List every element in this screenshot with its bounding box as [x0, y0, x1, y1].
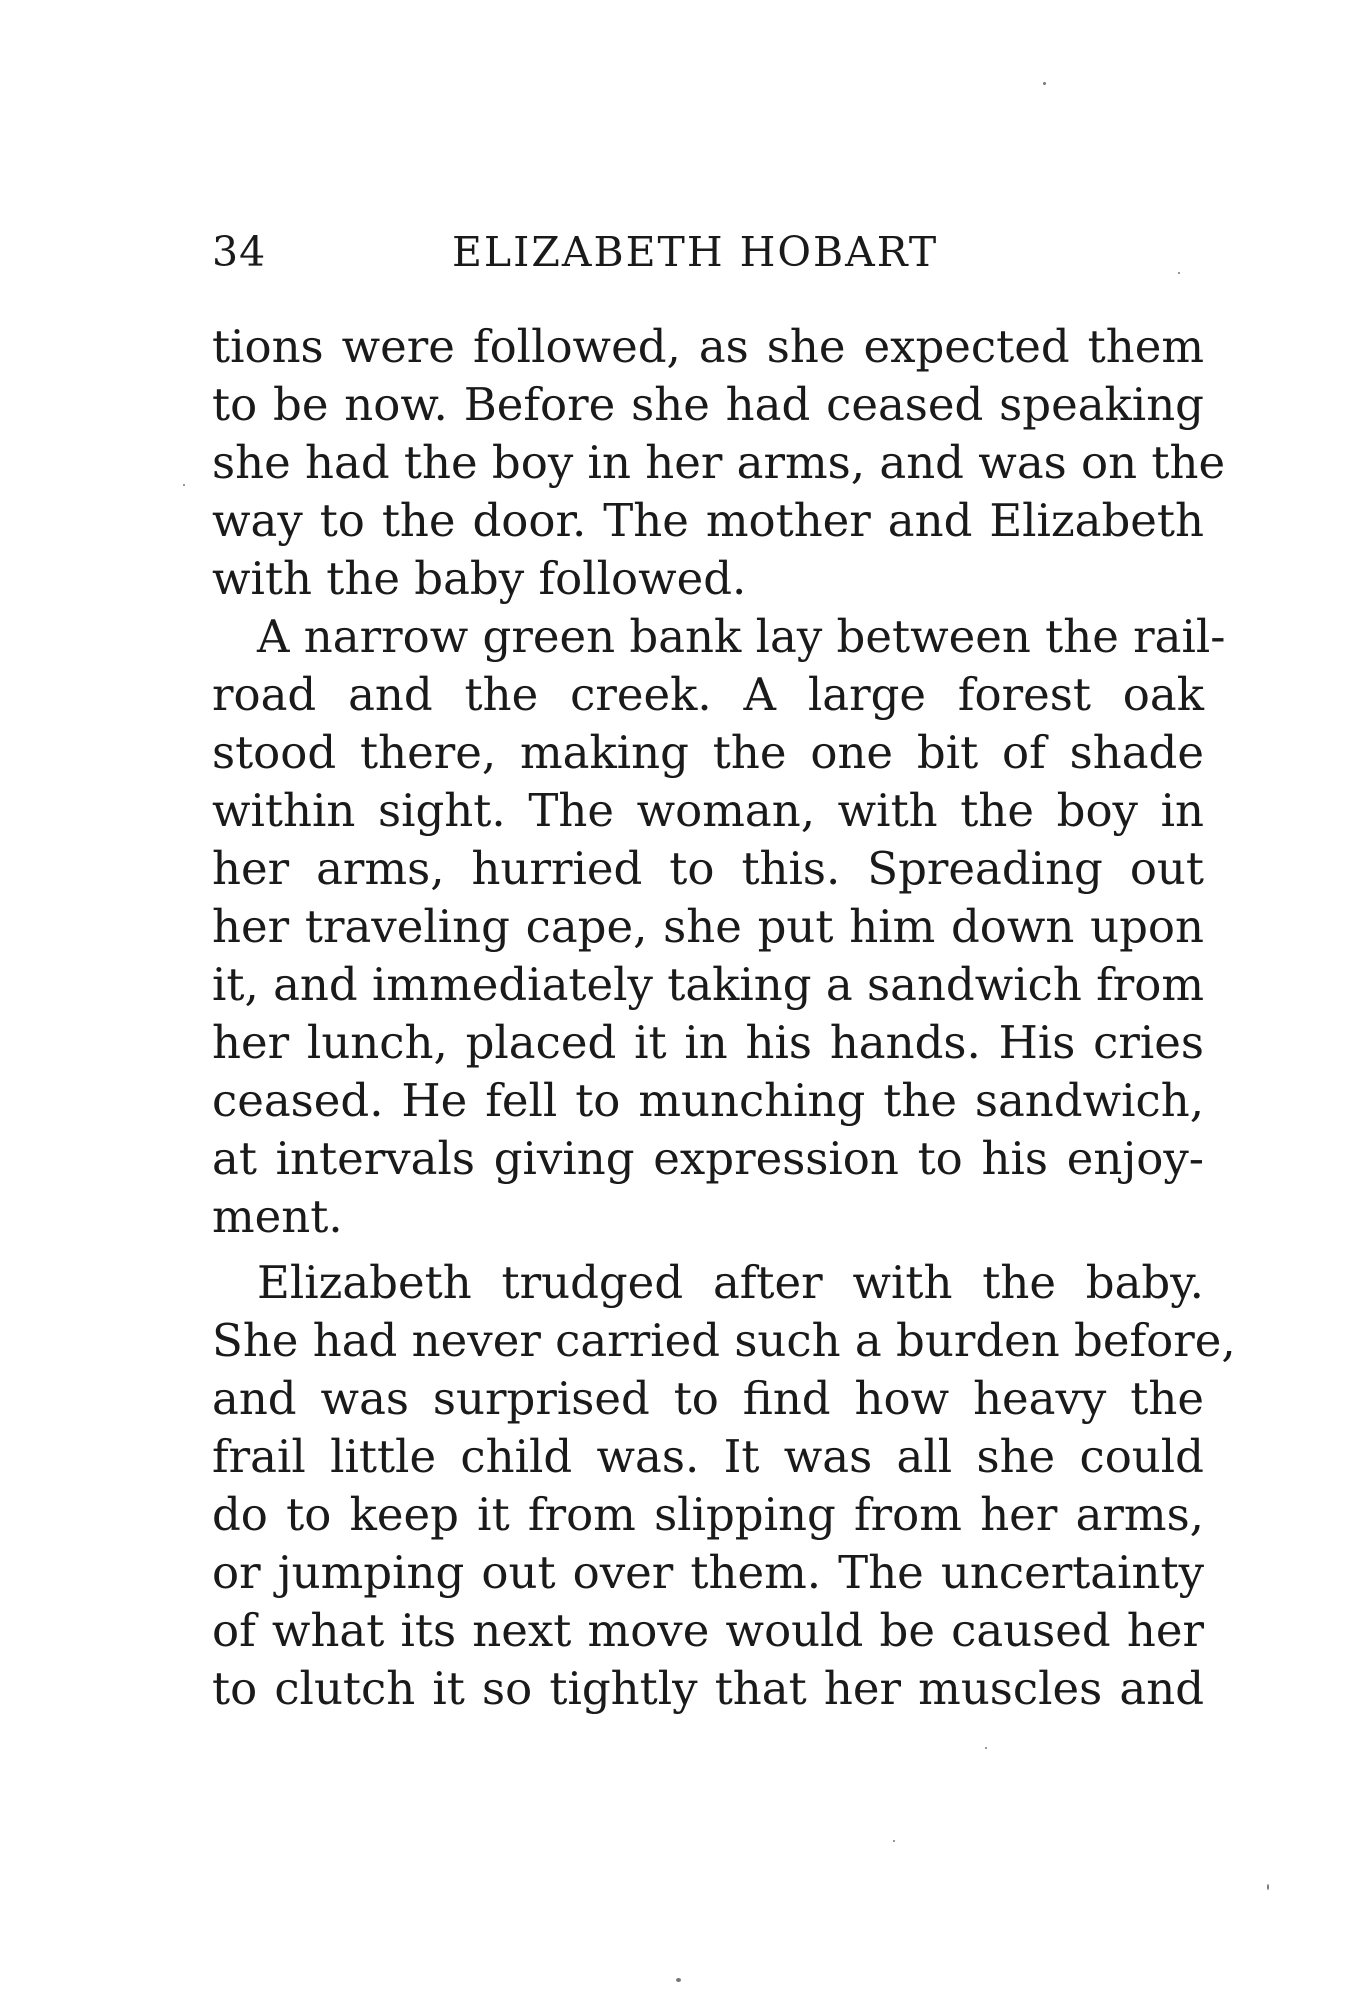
scan-speck [1267, 1884, 1269, 1890]
text-line: to be now. Before she had ceased speaking [212, 378, 1204, 431]
text-line: it, and immediately taking a sandwich from [212, 958, 1205, 1011]
scan-speck [1178, 272, 1180, 274]
text-line: her traveling cape, she put him down upon [212, 900, 1204, 953]
text-line: ceased. He fell to munching the sandwich, [212, 1074, 1204, 1127]
text-line: road and the creek. A large forest oak [212, 668, 1204, 721]
scan-speck [676, 1978, 681, 1982]
paragraph-first-line: A narrow green bank lay between the rail- [257, 610, 1226, 663]
scan-speck [183, 484, 185, 486]
text-line: within sight. The woman, with the boy in [212, 784, 1204, 837]
text-line: her lunch, placed it in his hands. His cries [212, 1016, 1204, 1069]
text-line: or jumping out over them. The uncertainty [212, 1546, 1204, 1599]
text-line: to clutch it so tightly that her muscles and [212, 1662, 1204, 1715]
scan-speck [893, 1840, 895, 1842]
text-line: stood there, making the one bit of shade [212, 726, 1204, 779]
text-line: She had never carried such a burden before, [212, 1314, 1236, 1367]
text-line: she had the boy in her arms, and was on the [212, 436, 1226, 489]
text-line: way to the door. The mother and Elizabeth [212, 494, 1204, 547]
text-line: with the baby followed. [212, 552, 747, 605]
text-line: her arms, hurried to this. Spreading out [212, 842, 1204, 895]
text-line: frail little child was. It was all she could [212, 1430, 1204, 1483]
paragraph-first-line: Elizabeth trudged after with the baby. [257, 1256, 1204, 1309]
text-line: do to keep it from slipping from her arms, [212, 1488, 1204, 1541]
text-line: and was surprised to find how heavy the [212, 1372, 1204, 1425]
scan-speck [1043, 82, 1046, 85]
running-head [212, 228, 1212, 278]
scan-speck [985, 1747, 987, 1749]
text-line: of what its next move would be caused her [212, 1604, 1204, 1657]
text-line: ment. [212, 1190, 343, 1243]
running-title: ELIZABETH HOBART [452, 228, 939, 276]
page-number: 34 [212, 228, 267, 276]
text-line: at intervals giving expression to his enjoy- [212, 1132, 1204, 1185]
text-line: tions were followed, as she expected them [212, 320, 1204, 373]
